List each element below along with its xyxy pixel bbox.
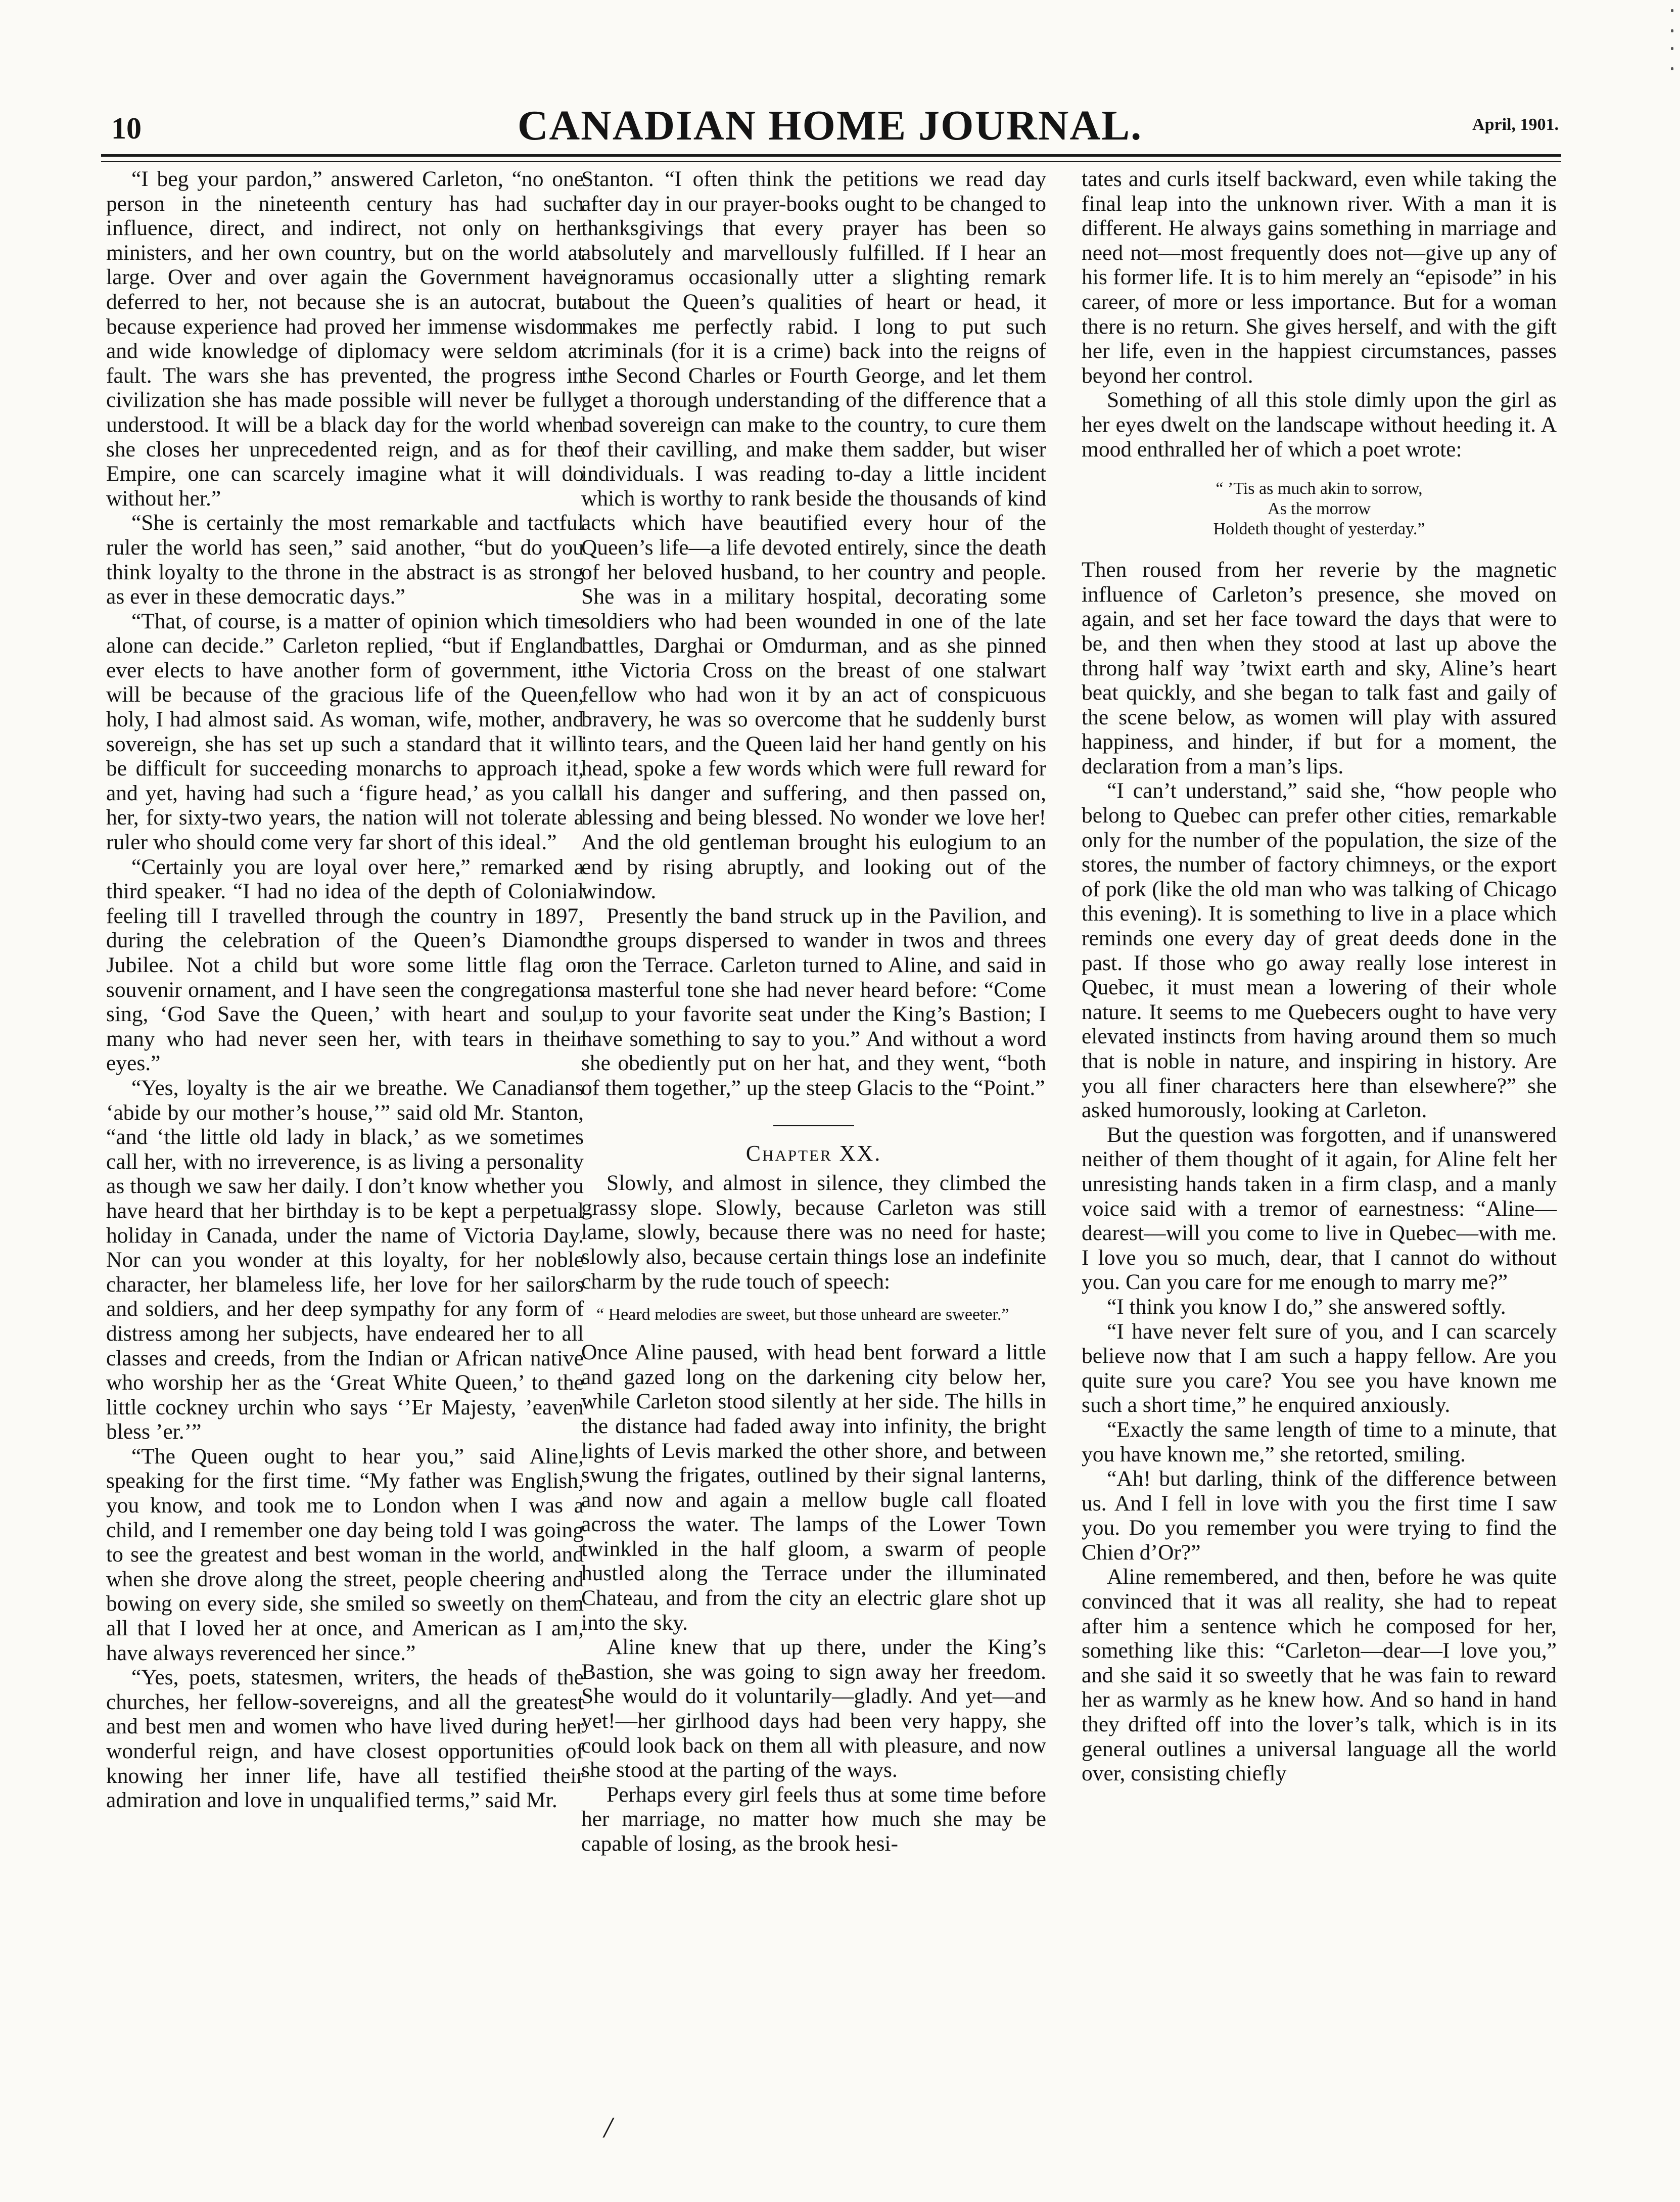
- paragraph: Aline remembered, and then, before he was quite convinced that it was all reality, she had to repeat after him a sentence which he composed for her, something like this: “Carleton—dear—I love you,” and she said it so sweetly that he was fain to reward her as warmly as he knew how. And so hand in hand they drifted off into the lover’s talk, which is in its general outlines a universal language all the world over, consisting chiefly: [1082, 1565, 1557, 1786]
- paragraph: “Exactly the same length of time to a minute, that you have known me,” she retorted, smiling.: [1082, 1417, 1557, 1466]
- scan-edge-marks: [1671, 9, 1676, 80]
- paragraph: “I have never felt sure of you, and I can scarcely believe now that I am such a happy fellow. Are you quite sure you care? You see you have known me such a short time,” he enquired anxiously.: [1082, 1319, 1557, 1417]
- paragraph: “I beg your pardon,” answered Carleton, “no one person in the nineteenth century has had such influence, direct, and indirect, not only on her ministers, and her own country, but on the world at large. Over and over again the Government have deferred to her, not because she is an autocrat, but because experience had proved her immense wisdom and wide knowledge of diplomacy were seldom at fault. The wars she has prevented, the progress in civilization she has made possible will never be fully understood. It will be a black day for the world when she closes her unprecedented reign, and as for the Empire, one can scarcely imagine what it will do without her.”: [106, 167, 584, 511]
- paragraph: But the question was forgotten, and if unanswered neither of them thought of it again, for Aline felt her unresisting hands taken in a firm clasp, and a manly voice said with a tremor of earnestness: “Aline—dearest—will you come to live in Quebec—with me. I love you so much, dear, that I cannot do without you. Can you care for me enough to marry me?”: [1082, 1122, 1557, 1295]
- paragraph: “That, of course, is a matter of opinion which time alone can decide.” Carleton replied, “but if England ever elects to have another form of government, it will be because of the gracious life of the Queen, holy, I had almost said. As woman, wife, mother, and sovereign, she has set up such a standard that it will be difficult for succeeding monarchs to approach it, and yet, having had such a ‘figure head,’ as you call her, for sixty-two years, the nation will not tolerate a ruler who should come very far short of this ideal.”: [106, 609, 584, 855]
- paragraph: “I think you know I do,” she answered softly.: [1107, 1294, 1506, 1319]
- verse-line: As the morrow: [1268, 499, 1371, 519]
- chapter-title: Chapter XX.: [745, 1140, 882, 1166]
- paragraph: tates and curls itself backward, even while taking the final leap into the unknown river. With a man it is different. He always gains something in marriage and need not—most frequently does not—give up any of his former life. It is to him merely an “episode” in his career, of more or less importance. But for a woman there is no return. She gives herself, and with the gift her life, even in the happiest circumstances, passes beyond her control.: [1082, 167, 1557, 388]
- issue-date: April, 1901.: [1472, 115, 1559, 134]
- paragraph: “Ah! but darling, think of the difference between us. And I fell in love with you the first time I saw you. Do you remember you were trying to find the Chien d’Or?”: [1082, 1466, 1557, 1565]
- column-2: [581, 167, 1046, 1856]
- paragraph: Stanton. “I often think the petitions we read day after day in our prayer-books ought to be changed to thanksgivings that every prayer has been so absolutely and marvellously fulfilled. If I hear an ignoramus occasionally utter a slighting remark about the Queen’s qualities of heart or head, it makes me perfectly rabid. I long to put such criminals (for it is a crime) back into the reigns of the Second Charles or Fourth George, and let them get a thorough understanding of the difference that a bad sovereign can make to the country, to cure them of their cavilling, and make them sadder, but wiser individuals. I was reading to-day a little incident which is worthy to rank beside the thousands of kind acts which have beautified every hour of the Queen’s life—a life devoted entirely, since the death of her beloved husband, to her country and people. She was in a military hospital, decorating some soldiers who had been wounded in one of the late battles, Darghai or Omdurman, and as she pinned the Victoria Cross on the breast of one stalwart fellow who had won it by an act of conspicuous bravery, he was so overcome that he suddenly burst into tears, and the Queen laid her hand gently on his head, spoke a few words which were full reward for all his danger and suffering, and then passed on, blessing and being blessed. No wonder we love her! And the old gentleman brought his eulogium to an end by rising abruptly, and looking out of the window.: [581, 167, 1046, 904]
- column-3: [1082, 167, 1557, 1786]
- paragraph: Slowly, and almost in silence, they climbed the grassy slope. Slowly, because Carleton was still lame, slowly, because there was no need for haste; slowly also, because certain things lose an indefinite charm by the rude touch of speech:: [581, 1171, 1046, 1294]
- paragraph: “Yes, loyalty is the air we breathe. We Canadians ‘abide by our mother’s house,’” said old Mr. Stanton, “and ‘the little old lady in black,’ as we sometimes call her, with no irreverence, is as living a personality as though we saw her daily. I don’t know whether you have heard that her birthday is to be kept a perpetual holiday in Canada, under the name of Victoria Day. Nor can you wonder at this loyalty, for her noble character, her blameless life, her love for her sailors and soldiers, and her deep sympathy for any form of distress among her subjects, have endeared her to all classes and creeds, from the Indian or African native who worship her as the ‘Great White Queen,’ to the little cockney urchin who says ‘’Er Majesty, ’eaven bless ’er.’”: [106, 1075, 584, 1444]
- paragraph: “I can’t understand,” said she, “how people who belong to Quebec can prefer other cities, remarkable only for the number of the population, the size of the stores, the number of factory chimneys, or the export of pork (like the old man who was talking of Chicago this evening). It is something to live in a place which reminds one every day of great deeds done in the past. If those who go away really lose interest in Quebec, it must mean a lowering of their whole nature. It seems to me Quebecers ought to have very elevated instincts from having around them so much that is noble in nature, and inspiring in history. Are you all finer characters here than elsewhere?” she asked humorously, looking at Carleton.: [1082, 778, 1557, 1123]
- header-rule: [101, 154, 1561, 157]
- epigraph-quote: “ Heard melodies are sweet, but those unheard are sweeter.”: [596, 1305, 1009, 1324]
- paragraph: Then roused from her reverie by the magnetic influence of Carleton’s presence, she moved on again, and set her face toward the days that were to be, and then when they stood at last up above the throng half way ’twixt earth and sky, Aline’s heart beat quickly, and she began to talk fast and gaily of the scene below, as women will play with assured happiness, and hinder, if but for a moment, the declaration from a man’s lips.: [1082, 558, 1557, 778]
- paragraph: Once Aline paused, with head bent forward a little and gazed long on the darkening city below her, while Carleton stood silently at her side. The hills in the distance had faded away into infinity, the bright lights of Levis marked the other shore, and between swung the frigates, outlined by their signal lanterns, and now and again a mellow bugle call floated across the water. The lamps of the Lower Town twinkled in the half gloom, a swarm of people hustled along the Terrace under the illuminated Chateau, and from the city an electric glare shot up into the sky.: [581, 1340, 1046, 1635]
- paragraph: “Yes, poets, statesmen, writers, the heads of the churches, her fellow-sovereigns, and all the greatest and best men and women who have lived during her wonderful reign, and have closest opportunities of knowing her inner life, have all testified their admiration and love in unqualified terms,” said Mr.: [106, 1665, 584, 1813]
- paragraph: “Certainly you are loyal over here,” remarked a third speaker. “I had no idea of the depth of Colonial feeling till I travelled through the country in 1897, during the celebration of the Queen’s Diamond Jubilee. Not a child but wore some little flag or souvenir ornament, and I have seen the congregations sing, ‘God Save the Queen,’ with heart and soul, many who had never seen her, with tears in their eyes.”: [106, 854, 584, 1076]
- header-rule-thin: [101, 161, 1561, 162]
- journal-title: CANADIAN HOME JOURNAL.: [517, 102, 1143, 149]
- paragraph: Something of all this stole dimly upon the girl as her eyes dwelt on the landscape without heeding it. A mood enthralled her of which a poet wrote:: [1082, 388, 1557, 462]
- paragraph: “She is certainly the most remarkable and tactful ruler the world has seen,” said another, “but do you think loyalty to the throne in the abstract is as strong as ever in these democratic days.”: [106, 511, 584, 609]
- poem-verse: [1082, 479, 1557, 539]
- verse-line: Holdeth thought of yesterday.”: [1213, 520, 1425, 539]
- folio-mark: /: [604, 2111, 613, 2144]
- page-header: [101, 101, 1559, 157]
- page-number: 10: [111, 112, 142, 145]
- paragraph: Presently the band struck up in the Pavilion, and the groups dispersed to wander in twos and threes on the Terrace. Carleton turned to Aline, and said in a masterful tone she had never heard before: “Come up to your favorite seat under the King’s Bastion; I have something to say to you.” And without a word she obediently put on her hat, and they went, “both of them together,” up the steep Glacis to the “Point.”: [581, 903, 1046, 1100]
- verse-line: “ ’Tis as much akin to sorrow,: [1216, 479, 1423, 498]
- chapter-divider: [773, 1125, 854, 1126]
- paragraph: “The Queen ought to hear you,” said Aline, speaking for the first time. “My father was English, you know, and took me to London when I was a child, and I remember one day being told I was going to see the greatest and best woman in the world, and when she drove along the street, people cheering and bowing on every side, she smiled so sweetly on them all that I loved her at once, and American as I am, have always reverenced her since.”: [106, 1444, 584, 1665]
- column-1: [106, 167, 584, 1813]
- paragraph: Aline knew that up there, under the King’s Bastion, she was going to sign away her freedom. She would do it voluntarily—gladly. And yet—and yet!—her girlhood days had been very happy, she could look back on them all with pleasure, and now she stood at the parting of the ways.: [581, 1635, 1046, 1782]
- paragraph: Perhaps every girl feels thus at some time before her marriage, no matter how much she may be capable of losing, as the brook hesi-: [581, 1782, 1046, 1856]
